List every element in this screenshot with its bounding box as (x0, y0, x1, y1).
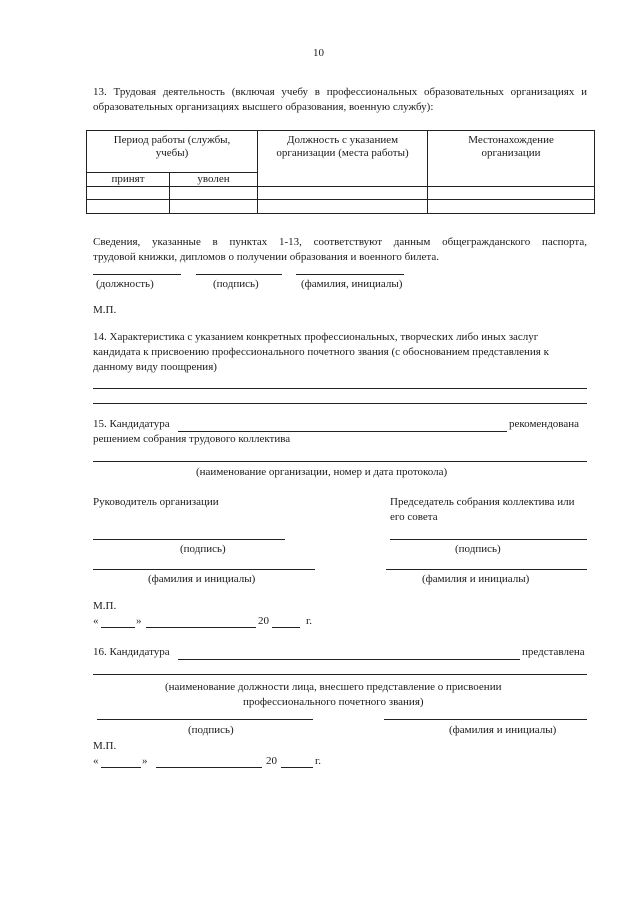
head-signature-line[interactable] (93, 539, 285, 540)
date-close-quote: » (142, 755, 148, 767)
section14-line1: 14. Характеристика с указанием конкретных профессиональных, творческих либо иных заслуг (93, 331, 539, 343)
table-cell[interactable] (87, 200, 170, 214)
position-line[interactable] (93, 274, 181, 275)
organization-caption: (наименование организации, номер и дата протокола) (196, 466, 448, 478)
date-month-line[interactable] (146, 627, 256, 628)
table-cell[interactable] (258, 187, 428, 200)
candidate-line[interactable] (178, 659, 520, 660)
head-signature-caption: (подпись) (180, 543, 226, 555)
section15-suffix: рекомендована (509, 418, 579, 430)
head-label: Руководитель организации (93, 496, 219, 508)
name-caption: (фамилия, инициалы) (301, 278, 403, 290)
official-line[interactable] (93, 674, 587, 675)
section16-caption-line1: (наименование должности лица, внесшего представление о присвоении (165, 681, 502, 693)
period-header: Период работы (службы, учебы) (87, 131, 258, 173)
stamp-label: М.П. (93, 740, 117, 752)
section15-line2: решением собрания трудового коллектива (93, 433, 291, 445)
section16-caption-line2: профессионального почетного звания) (243, 696, 424, 708)
table-cell[interactable] (428, 187, 595, 200)
section15-prefix: 15. Кандидатура (93, 418, 170, 430)
date-year-line[interactable] (272, 627, 300, 628)
stamp-label: М.П. (93, 304, 117, 316)
table-cell[interactable] (170, 200, 258, 214)
name-line[interactable] (296, 274, 404, 275)
head-name-line[interactable] (93, 569, 315, 570)
table-cell[interactable] (87, 187, 170, 200)
date-day-line[interactable] (101, 767, 141, 768)
signature-line[interactable] (196, 274, 282, 275)
official-name-caption: (фамилия и инициалы) (449, 724, 557, 736)
position-caption: (должность) (96, 278, 154, 290)
section13-text-line1: 13. Трудовая деятельность (включая учебу в профессиональных образовательных организациях и (93, 86, 587, 98)
date-open-quote: « (93, 755, 99, 767)
chair-label-line1: Председатель собрания коллектива или (390, 496, 575, 508)
section14-line3: данному виду поощрения) (93, 361, 217, 373)
chair-signature-caption: (подпись) (455, 543, 501, 555)
official-signature-line[interactable] (97, 719, 313, 720)
signature-caption: (подпись) (213, 278, 259, 290)
confirmation-line2: трудовой книжки, дипломов о получении образования и военного билета. (93, 251, 440, 263)
section14-line2: кандидата к присвоению профессионального почетного звания (с обоснованием представления к (93, 346, 549, 358)
official-name-line[interactable] (384, 719, 587, 720)
fired-subheader: уволен (170, 173, 258, 187)
hired-subheader: принят (87, 173, 170, 187)
date-year-prefix: 20 (258, 615, 269, 627)
official-signature-caption: (подпись) (188, 724, 234, 736)
date-year-prefix: 20 (266, 755, 277, 767)
page-number: 10 (313, 47, 324, 59)
location-header: Местонахождение организации (428, 131, 595, 187)
chair-name-line[interactable] (386, 569, 587, 570)
head-name-caption: (фамилия и инициалы) (148, 573, 256, 585)
work-history-table (86, 130, 595, 214)
table-cell[interactable] (258, 200, 428, 214)
characteristic-line[interactable] (93, 388, 587, 389)
date-close-quote: » (136, 615, 142, 627)
confirmation-line1: Сведения, указанные в пунктах 1-13, соответствуют данным общегражданского паспорта, (93, 236, 587, 248)
organization-line[interactable] (93, 461, 587, 462)
table-cell[interactable] (428, 200, 595, 214)
stamp-label: М.П. (93, 600, 117, 612)
date-open-quote: « (93, 615, 99, 627)
date-year-suffix: г. (315, 755, 322, 767)
chair-name-caption: (фамилия и инициалы) (422, 573, 530, 585)
section13-text-line2: образовательных организациях высшего образования, военную службу): (93, 101, 434, 113)
date-day-line[interactable] (101, 627, 135, 628)
date-year-line[interactable] (281, 767, 313, 768)
table-cell[interactable] (170, 187, 258, 200)
position-header: Должность с указанием организации (места работы) (258, 131, 428, 187)
date-year-suffix: г. (306, 615, 313, 627)
date-month-line[interactable] (156, 767, 262, 768)
section16-prefix: 16. Кандидатура (93, 646, 170, 658)
section16-suffix: представлена (522, 646, 585, 658)
chair-signature-line[interactable] (390, 539, 587, 540)
candidate-line[interactable] (178, 431, 507, 432)
chair-label-line2: его совета (390, 511, 438, 523)
characteristic-line[interactable] (93, 403, 587, 404)
